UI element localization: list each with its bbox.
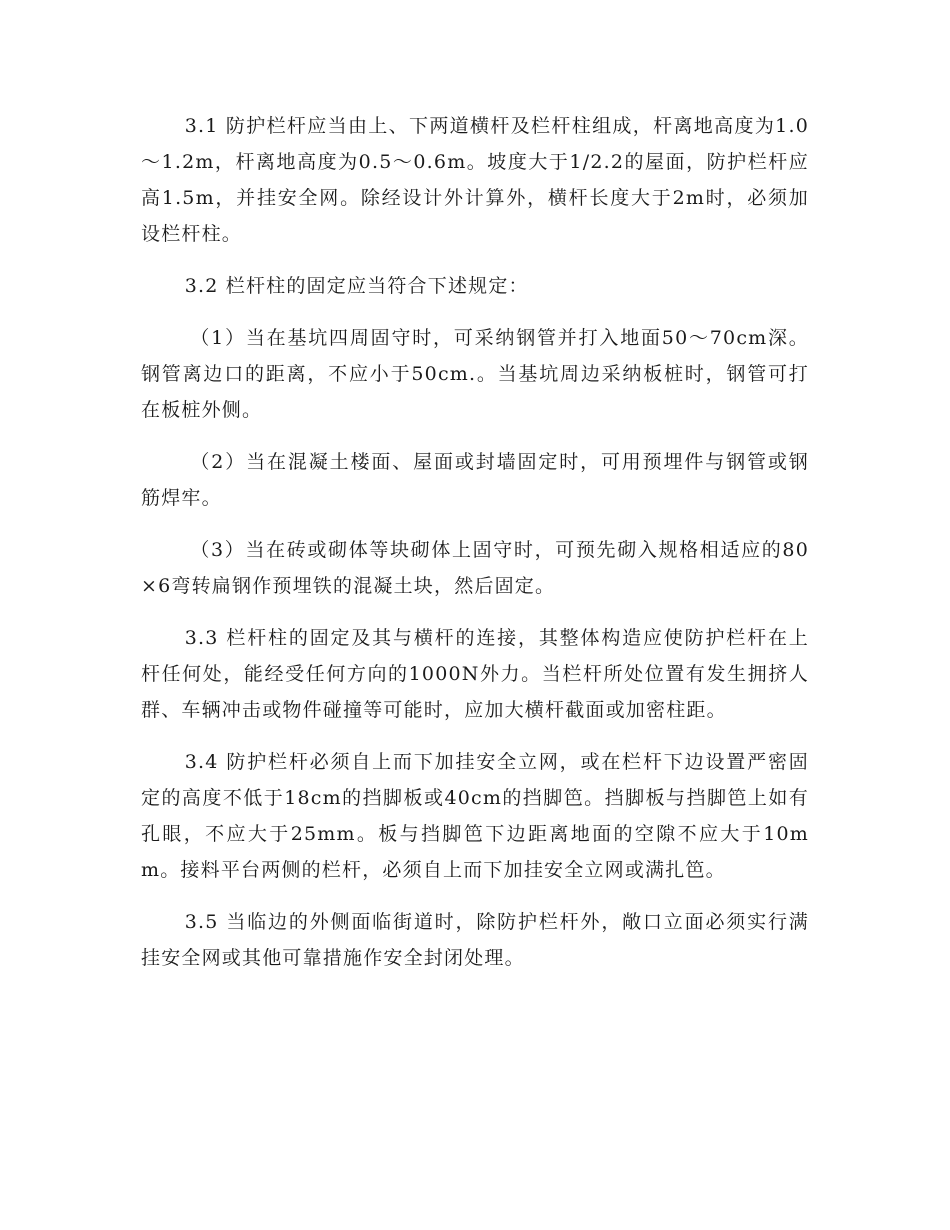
paragraph-3-1: 3.1 防护栏杆应当由上、下两道横杆及栏杆柱组成，杆离地高度为1.0～1.2m，杆离地高度为0.5～0.6m。坡度大于1/2.2的屋面，防护栏杆应高1.5m，并挂安全网。除经设计外计算外，横杆长度大于2m时，必须加设栏杆柱。 [141, 115, 809, 245]
paragraph-3-2: 3.2 栏杆柱的固定应当符合下述规定： [184, 275, 529, 297]
paragraph-3-2-item-2: （2）当在混凝土楼面、屋面或封墙固定时，可用预埋件与钢管或钢筋焊牢。 [141, 451, 809, 509]
paragraph-3-4: 3.4 防护栏杆必须自上而下加挂安全立网，或在栏杆下边设置严密固定的高度不低于18cm的挡脚板或40cm的挡脚笆。挡脚板与挡脚笆上如有孔眼，不应大于25mm。板与挡脚笆下边距离地面的空隙不应大于10mm。接料平台两侧的栏杆，必须自上而下加挂安全立网或满扎笆。 [141, 751, 809, 881]
paragraph-3-3: 3.3 栏杆柱的固定及其与横杆的连接，其整体构造应使防护栏杆在上杆任何处，能经受任何方向的1000N外力。当栏杆所处位置有发生拥挤人群、车辆冲击或物件碰撞等可能时，应加大横杆截面或加密柱距。 [141, 627, 809, 721]
document-body [141, 108, 809, 992]
paragraph-3-2-item-3: （3）当在砖或砌体等块砌体上固守时，可预先砌入规格相适应的80×6弯转扁钢作预埋铁的混凝土块，然后固定。 [141, 539, 809, 597]
paragraph-3-5: 3.5 当临边的外侧面临街道时，除防护栏杆外，敞口立面必须实行满挂安全网或其他可靠措施作安全封闭处理。 [141, 911, 809, 969]
paragraph-3-2-item-1: （1）当在基坑四周固守时，可采纳钢管并打入地面50～70cm深。钢管离边口的距离，不应小于50cm.。当基坑周边采纳板桩时，钢管可打在板桩外侧。 [141, 327, 809, 421]
